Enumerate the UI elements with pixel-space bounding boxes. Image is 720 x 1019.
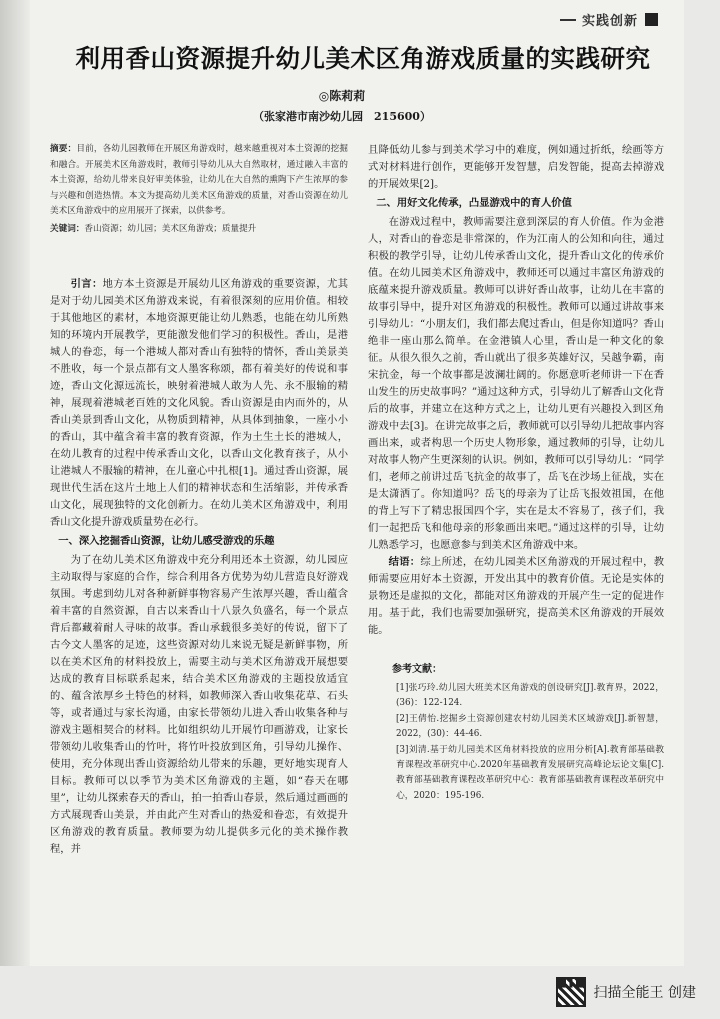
references-title: 参考文献： — [392, 664, 442, 675]
conclusion — [368, 554, 664, 639]
section-square-icon — [645, 13, 658, 26]
abstract-spacer — [50, 238, 348, 276]
reference-item: [3]刘清.基于幼儿园美术区角材料投放的应用分析[A].教育部基础教育课程改革研究中心.2020年基础教育发展研究高峰论坛论文集[C].教育部基础教育课程改革研究中心：教育部基础教育课程改革研究中心，2020：195-196. — [396, 744, 664, 801]
conclusion-text: 综上所述，在幼儿园美术区角游戏的开展过程中，教师需要应用好本土资源，开发出其中的教育价值。无论是实体的景物还是虚拟的文化，都能对区角游戏的开展产生一定的促进作用。基于此，我们也需要加强研究，提高美术区角游戏的开展效能。 — [368, 556, 665, 636]
reference-item: [2]王倩怡.挖掘乡土资源创建农村幼儿园美术区域游戏[J].新智慧，2022，(30)：44-46. — [396, 713, 664, 740]
section-label-text: 实践创新 — [581, 14, 638, 29]
section-label — [560, 10, 658, 29]
qr-code-icon — [556, 977, 586, 1007]
article-affiliation: （张家港市南沙幼儿园 215600） — [253, 110, 431, 123]
conclusion-label: 结语： — [388, 556, 421, 568]
abstract — [50, 142, 348, 220]
page-binding-shadow — [0, 0, 30, 966]
intro-label: 引言： — [70, 277, 103, 290]
article-title: 利用香山资源提升幼儿美术区角游戏质量的实践研究 — [75, 44, 651, 73]
reference-item: [1]张巧玲.幼儿园大班美术区角游戏的创设研究[J].教育界，2022，(36)：122-124. — [396, 683, 664, 709]
keywords-text: 香山资源；幼儿园；美术区角游戏；质量提升 — [84, 223, 257, 234]
references-list — [368, 681, 664, 804]
section-1-body: 为了在幼儿美术区角游戏中充分利用还本土资源，幼儿园应主动取得与家庭的合作，综合利用各方优势为幼儿营造良好游戏氛围。考虑到幼儿对各种新鲜事物容易产生浓厚兴趣，香山蕴含着丰富的自然资源，自古以来香山十八景久负盛名，每一个景点背后都藏着耐人寻味的故事。香山承载很多美好的传说，留下了古今文人墨客的足迹，这些资源对幼儿来说无疑是新鲜事物，所以在美术区角的材料投放上，需要主动与美术区角游戏开展想要达成的教育目标联系起来，结合美术区角游戏的主题投放适宜的、蕴含浓厚乡土特色的材料，如教师深入香山收集花草、石头等，或者通过与家长沟通，由家长带领幼儿进入香山收集各种与游戏主题相契合的材料。比如组织幼儿开展竹印画游戏，让家长带领幼儿收集香山的竹叶，将竹叶投放到区角，引导幼儿操作、使用，充分体现出香山资源给幼儿带来的乐趣，更好地实现育人目标。教师可以以季节为美术区角游戏的主题，如“春天在哪里”，让幼儿探索春天的香山，拍一拍香山春景，然后通过画画的方式展现香山美景，并由此产生对香山的热爱和眷恋，有效提升区角游戏的教育质量。教师要为幼儿提供多元化的美术操作教程，并 — [50, 553, 348, 855]
abstract-label: 摘要： — [50, 144, 77, 154]
continued-paragraph: 且降低幼儿参与到美术学习中的难度，例如通过折纸，绘画等方式对材料进行创作，更能够开发智慧，启发智能，提高去掉游戏的开展效果[2]。 — [368, 144, 664, 190]
article-author: ◎陈莉莉 — [318, 89, 366, 103]
section-1-heading: 一、深入挖掘香山资源，让幼儿感受游戏的乐趣 — [58, 534, 275, 547]
left-column — [50, 142, 348, 858]
section-2-heading: 二、用好文化传承，凸显游戏中的育人价值 — [376, 197, 572, 209]
introduction — [50, 276, 348, 531]
intro-text: 地方本土资源是开展幼儿区角游戏的重要资源，尤其是对于幼儿园美术区角游戏来说，有着很深刻的应用价值。相较于其他地区的素材，本地资源更能让幼儿熟悉，也能在幼儿所熟知的环境内开展教学，更能激发他们学习的积极性。香山，是港城人的眷恋，每一个港城人都对香山有独特的情怀，香山美景美不胜收，每一个景点都有文人墨客称颂，都有着美好的传说和事迹，香山文化源远流长，映射着港城人敢为人先、永不服输的精神，展现着港城老百姓的文化风貌。香山资源是由内而外的，从香山美景到香山文化，从物质到精神，从具体到抽象，一座小小的香山，其中蕴含着丰富的教育资源，作为土生土长的港城人，在幼儿教育的过程中传承香山文化，以香山文化教育孩子，从小让港城人不服输的精神，在儿童心中扎根[1]。通过香山资源，展现世代生活在这片土地上人们的精神状态和生活缩影，并传承香山文化，展现独特的文化创新力。在幼儿美术区角游戏中，利用香山文化提升游戏质量势在必行。 — [50, 277, 349, 528]
right-column — [368, 142, 664, 804]
section-dash — [560, 19, 576, 21]
watermark-text: 扫描全能王 创建 — [593, 985, 696, 1001]
section-2-body: 在游戏过程中，教师需要注意到深层的育人价值。作为金港人，对香山的眷恋是非常深的，作为江南人的公知和向往，通过积极的教学引导，让幼儿传承香山文化，提升香山文化的传承价值。在幼儿园美术区角游戏中，教师还可以通过丰富区角游戏的底蕴来提升游戏质量。教师可以讲好香山故事，让幼儿在丰富的故事引导中，提升对区角游戏的积极性。教师可以通过讲故事来引导幼儿：“小朋友们，我们都去爬过香山，但是你知道吗？香山绝非一座山那么简单。在金港镇人心里，香山是一种文化的象征。从很久很久之前，香山就出了很多英雄好汉，吴越争霸，南宋抗金，每一个故事都是波澜壮阔的。你愿意听老师讲一下在香山发生的历史故事吗？”通过这种方式，引导幼儿了解香山文化背后的故事，并建立在这种方式之上，让幼儿更有兴趣投入到区角游戏中去[3]。在讲完故事之后，教师就可以引导幼儿把故事内容画出来，或者构思一个历史人物形象，通过教师的引导，让幼儿对故事人物产生更深刻的认识。例如，教师可以引导幼儿：“同学们，老师之前讲过岳飞抗金的故事了，岳飞在沙场上征战，实在是太潇洒了。你知道吗？岳飞的母亲为了让岳飞报效祖国，在他的背上写下了精忠报国四个字，实在是太不容易了，孩子们，我们一起把岳飞和他母亲的形象画出来吧。”通过这样的引导，让幼儿熟悉学习，也愿意参与到美术区角游戏中来。 — [368, 216, 664, 551]
abstract-text: 目前，各幼儿园教师在开展区角游戏时，越来越重视对本土资源的挖掘和融合。开展美术区角游戏时，教师引导幼儿从大自然取材，通过融入丰富的本土资源，给幼儿带来良好审美体验，让幼儿在大自然的熏陶下产生浓厚的参与兴趣和创造热情。本文为提高幼儿美术区角游戏的质量，对香山资源在幼儿美术区角游戏中的应用展开了探索，以供参考。 — [50, 144, 348, 217]
scanner-watermark — [556, 977, 696, 1007]
keywords — [50, 222, 348, 238]
keywords-label: 关键词： — [50, 223, 85, 234]
